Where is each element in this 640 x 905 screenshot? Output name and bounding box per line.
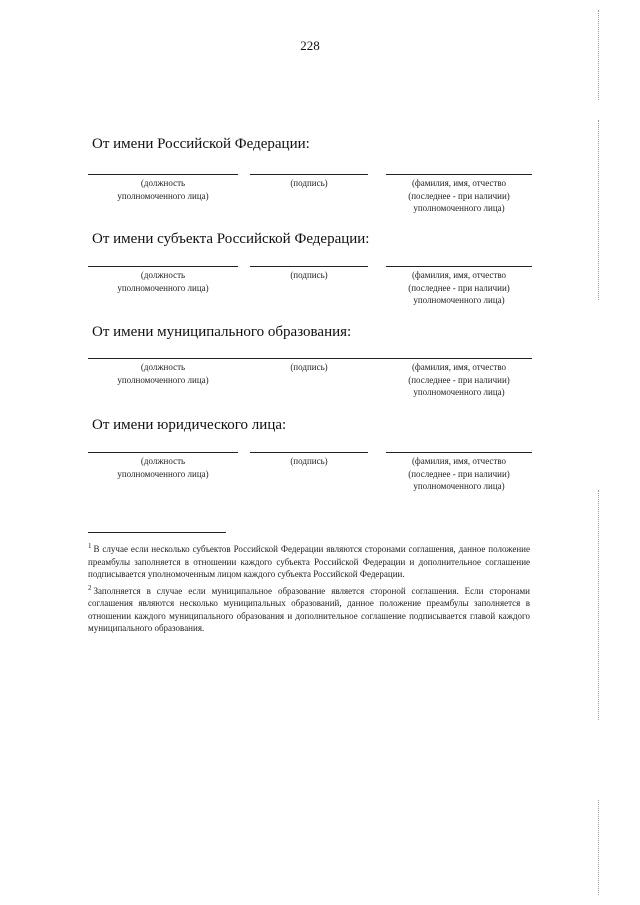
signature-line (250, 266, 368, 267)
name-signature-line (386, 174, 532, 175)
footnotes (88, 540, 530, 636)
name-signature-line (386, 266, 532, 267)
section-heading: От имени муниципального образования: (92, 324, 352, 340)
position-caption: (должность уполномоченного лица) (117, 178, 209, 201)
position-caption: (должность уполномоченного лица) (117, 270, 209, 293)
section-heading: От имени юридического лица: (92, 417, 287, 433)
page-number: 228 (300, 38, 320, 53)
footnote-separator (88, 532, 226, 533)
full-signature-line (88, 358, 532, 359)
scan-margin-mark (598, 120, 599, 300)
position-signature-line (88, 452, 238, 453)
scan-margin-mark (598, 800, 599, 895)
signature-caption: (подпись) (290, 362, 328, 372)
signature-caption: (подпись) (290, 270, 328, 280)
signature-caption: (подпись) (290, 456, 328, 466)
signature-line (250, 174, 368, 175)
name-caption: (фамилия, имя, отчество (последнее - при наличии) уполномоченного лица) (408, 456, 510, 491)
name-signature-line (386, 452, 532, 453)
scan-margin-mark (598, 490, 599, 720)
name-caption: (фамилия, имя, отчество (последнее - при наличии) уполномоченного лица) (408, 178, 510, 213)
section-heading: От имени субъекта Российской Федерации: (92, 231, 370, 247)
position-signature-line (88, 174, 238, 175)
section-heading: От имени Российской Федерации: (92, 136, 310, 152)
footnote-1: $^1$ В случае если несколько субъектов Российской Федерации являются сторонами соглашения, данное положение преамбулы заполняется в отношении каждого субъекта Российской Федерации и дополнительное соглашение подписывается уполномоченным лицом каждого субъекта Российской Федерации. (88, 542, 530, 579)
footnote-2: $^2$ Заполняется в случае если муниципальное образование является стороной соглашения. Если сторонами соглашения являются несколько муниципальных образований, данное положение преамбулы заполняется в отношении каждого муниципального образования и дополнительное соглашение подписывается главой каждого муниципального образования. (88, 583, 530, 633)
name-caption: (фамилия, имя, отчество (последнее - при наличии) уполномоченного лица) (408, 270, 510, 305)
position-caption: (должность уполномоченного лица) (117, 456, 209, 479)
signature-caption: (подпись) (290, 178, 328, 188)
name-caption: (фамилия, имя, отчество (последнее - при наличии) уполномоченного лица) (408, 362, 510, 397)
position-caption: (должность уполномоченного лица) (117, 362, 209, 385)
signature-line (250, 452, 368, 453)
scan-margin-mark (598, 10, 599, 100)
position-signature-line (88, 266, 238, 267)
